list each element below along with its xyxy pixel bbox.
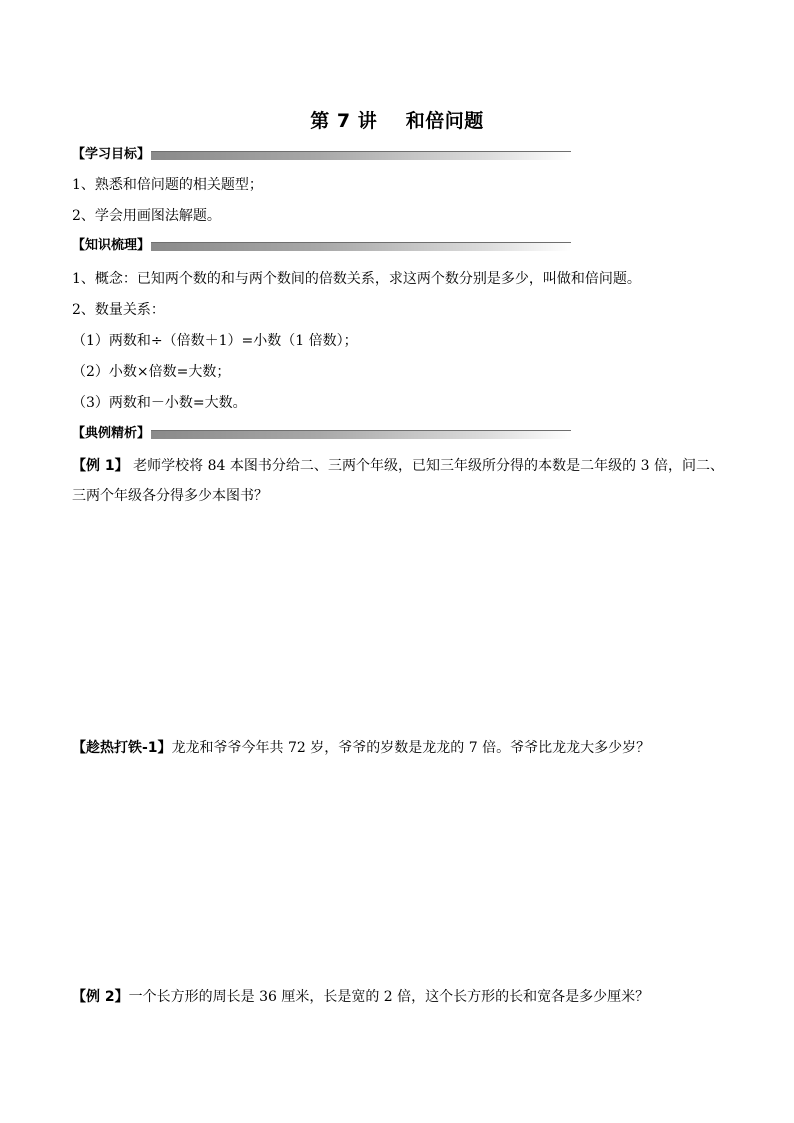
section-header-bar — [151, 151, 571, 160]
problem-example-1 — [72, 451, 724, 511]
section-header-bar — [151, 430, 571, 439]
goal-item-1: 1、熟悉和倍问题的相关题型； — [72, 177, 263, 193]
section-header-label: 【典例精析】 — [72, 426, 151, 441]
problem-tag: 【例 1】 — [72, 458, 129, 474]
knowledge-item-5: （3）两数和－小数=大数。 — [72, 395, 247, 411]
section-header-bar — [151, 242, 571, 251]
problem-practice-1 — [72, 733, 724, 763]
section-header-label: 【学习目标】 — [72, 147, 151, 162]
problem-text: 老师学校将 84 本图书分给二、三两个年级，已知三年级所分得的本数是二年级的 3 倍，问二、三两个年级各分得多少本图书？ — [72, 458, 724, 504]
section-header-label: 【知识梳理】 — [72, 238, 151, 253]
page-title: 第 7 讲 和倍问题 — [310, 110, 484, 132]
knowledge-item-4: （2）小数×倍数=大数； — [72, 364, 231, 380]
problem-tag: 【例 2】 — [72, 989, 129, 1005]
knowledge-item-1: 1、概念：已知两个数的和与两个数间的倍数关系，求这两个数分别是多少，叫做和倍问题。 — [72, 271, 641, 287]
section-header-examples — [72, 425, 571, 443]
section-header-goals — [72, 146, 571, 164]
knowledge-item-3: （1）两数和÷（倍数＋1）=小数（1 倍数）； — [72, 333, 358, 349]
problem-text: 龙龙和爷爷今年共 72 岁，爷爷的岁数是龙龙的 7 倍。爷爷比龙龙大多少岁？ — [171, 740, 651, 756]
goal-item-2: 2、学会用画图法解题。 — [72, 208, 221, 224]
knowledge-item-2: 2、数量关系： — [72, 302, 165, 318]
problem-example-2 — [72, 982, 724, 1012]
problem-tag: 【趁热打铁-1】 — [72, 740, 172, 756]
problem-text: 一个长方形的周长是 36 厘米，长是宽的 2 倍，这个长方形的长和宽各是多少厘米？ — [128, 989, 650, 1005]
section-header-knowledge — [72, 237, 571, 255]
